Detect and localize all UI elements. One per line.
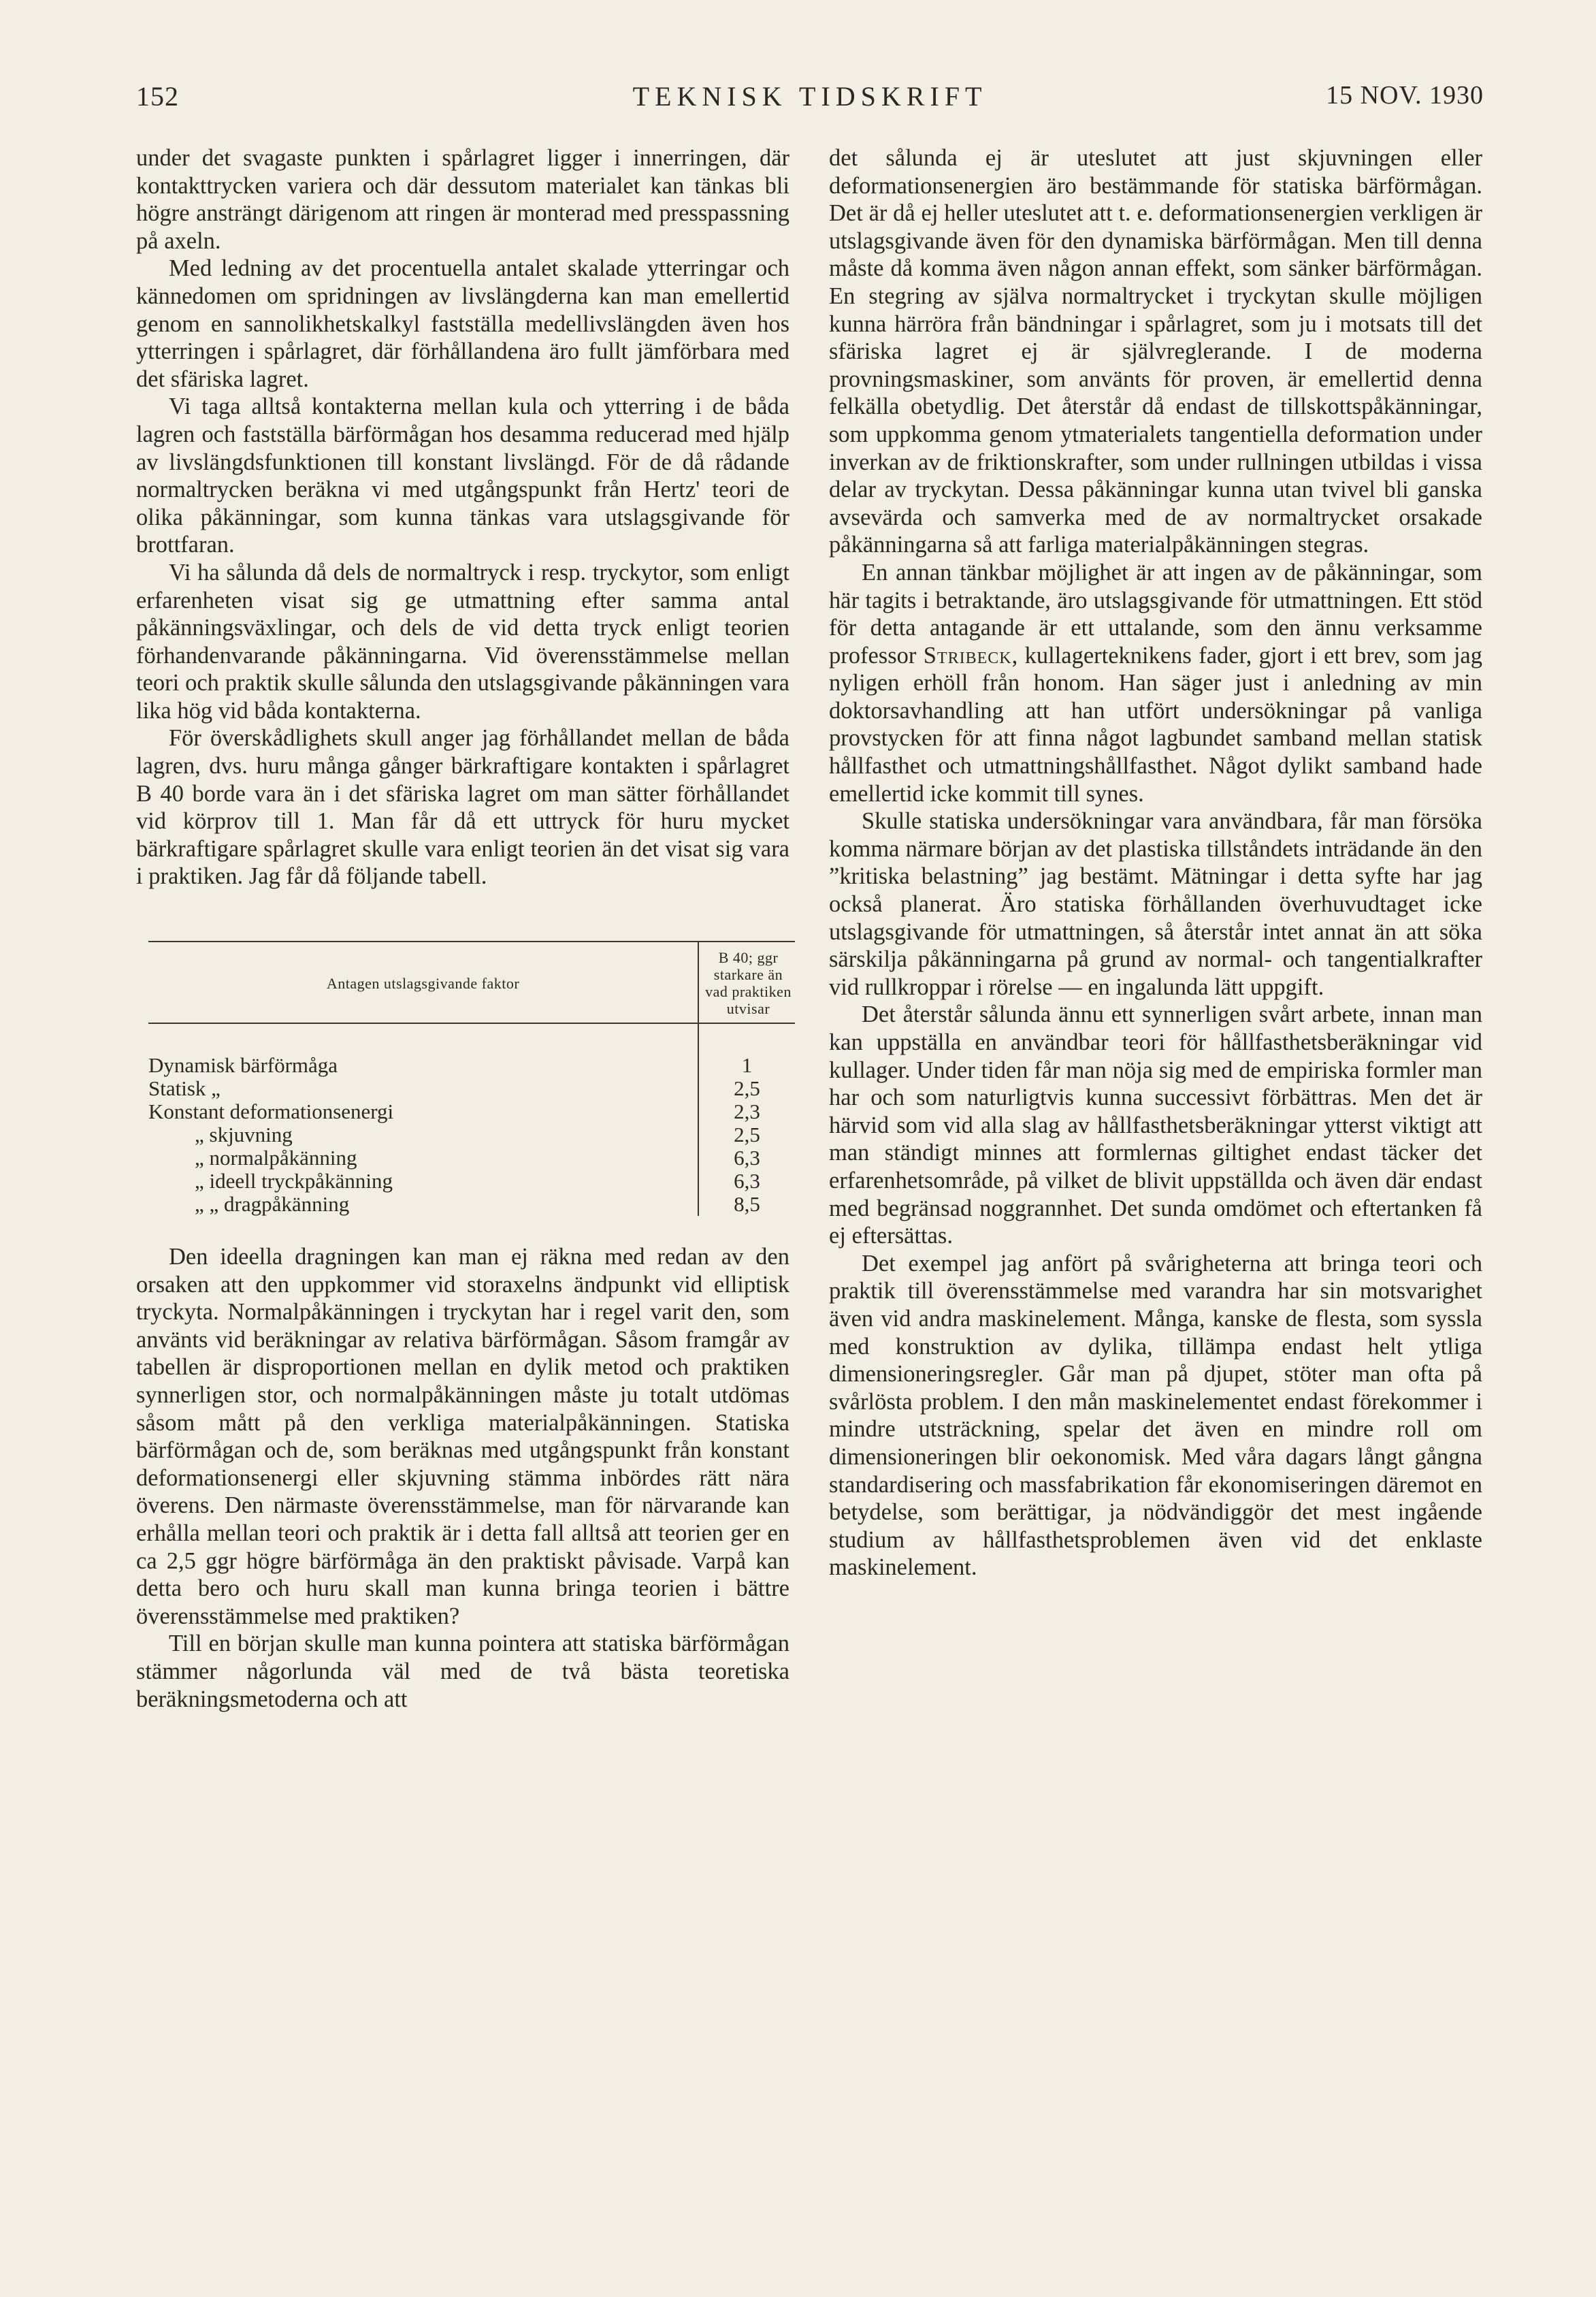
table-row: [148, 1100, 795, 1123]
paragraph: För överskådlighets skull anger jag förhållandet mellan de båda lagren, dvs. huru många gånger bärkraftigare kontakten i spårlagret B 40 borde vara än i det sfäriska lagret om man sätter förhållandet vid körprov till 1. Man får då ett uttryck för huru mycket bärkraftigare spårlagret skulle vara enligt teorien än det visat sig vara i praktiken. Jag får då följande tabell.: [136, 725, 789, 890]
table-cell-value: 1: [698, 1054, 795, 1077]
table-row: [148, 1054, 795, 1077]
table-cell-value: 2,5: [698, 1077, 795, 1100]
paragraph: Den ideella dragningen kan man ej räkna med redan av den orsaken att den uppkommer vid storaxelns ändpunkt vid elliptisk tryckyta. Normalpåkänningen i tryckytan har i regel varit den, som använts vid beräkningar av relativa bärförmågan. Såsom framgår av tabellen är disproportionen mellan en dylik metod och praktiken synnerligen stor, och normalpåkänningen måste ju totalt utdömas såsom mått på den verkliga materialpåkänningen. Statiska bärförmågan och de, som beräknas med utgångspunkt från konstant deformationsenergi eller skjuvning stämma inbördes rätt nära överens. Den närmaste överensstämmelse, man för närvarande kan erhålla mellan teori och praktik är i detta fall alltså att teorien ger en ca 2,5 ggr högre bärförmåga än den praktiskt påvisade. Varpå kan detta bero och huru skall man kunna bringa teorien i bättre överensstämmelse med praktiken?: [136, 1244, 789, 1629]
table-cell-label: Statisk „: [148, 1077, 221, 1101]
table-cell-label: Dynamisk bärförmåga: [148, 1054, 338, 1078]
table-cell-label: „ normalpåkänning: [195, 1146, 357, 1170]
table-cell-value: 6,3: [698, 1170, 795, 1193]
paragraph: Vi taga alltså kontakterna mellan kula och ytterring i de båda lagren och fastställa bärförmågan hos desamma reducerad med hjälp av livslängdsfunktionen till konstant livslängd. För de då rådande normaltrycken beräkna vi med utgångspunkt från Hertz' teori de olika påkänningar, som kunna tänkas vara utslagsgivande för brottfaran.: [136, 393, 789, 558]
table-row: [148, 1193, 795, 1216]
person-name: Stribeck: [923, 642, 1012, 669]
page-number: 152: [136, 81, 179, 112]
right-column: [829, 144, 1482, 1581]
table-cell-value: 6,3: [698, 1146, 795, 1170]
table-row: [148, 1146, 795, 1170]
page-header: [136, 80, 1484, 121]
left-column: [136, 144, 792, 1713]
table-cell-label: Konstant deformationsenergi: [148, 1100, 394, 1124]
paragraph: Det exempel jag anfört på svårigheterna att bringa teori och praktik till överensstämmelse med varandra har sin motsvarighet även vid andra maskinelement. Många, kanske de flesta, som syssla med konstruktion av dylika, tillämpa endast helt ytliga dimensioneringsregler. Går man på djupet, stöter man ofta på svårlösta problem. I den mån maskinelementet endast förekommer i mindre utsträckning, spelar det även en mindre roll om dimensioneringen blir oekonomisk. Med våra dagars långt gångna standardisering och massfabrikation får ekonomiseringen däremot en betydelse, som berättigar, ja nödvändiggör det mest ingående studium av hållfasthetsproblemen även vid det enklaste maskinelement.: [829, 1250, 1482, 1581]
table-header-factor: Antagen utslagsgivande faktor: [148, 942, 698, 1023]
paragraph: Det återstår sålunda ännu ett synnerligen svårt arbete, innan man kan uppställa en användbar teori för hållfasthetsberäkningar vid kullager. Under tiden får man nöja sig med de empiriska formler man har och som naturligtvis kunna successivt förbättras. Men det är härvid som vid alla slag av hållfasthetsberäkningar ytterst viktigt att man ständigt minnes att formlernas giltighet endast täcker det erfarenhetsområde, på vilket de blivit uppställda och även där endast med begränsad noggrannhet. Det sunda omdömet och eftertanken få ej eftersättas.: [829, 1001, 1482, 1249]
table-cell-label: „ skjuvning: [195, 1123, 293, 1147]
table-cell-label: „ „ dragpåkänning: [195, 1193, 350, 1217]
table-cell-value: 2,3: [698, 1100, 795, 1123]
paragraph-text: En annan tänkbar möjlighet är att ingen av de påkänningar, som här tagits i betraktande, äro utslagsgivande för utmattningen. Ett stöd för detta antagande är ett uttalande, som den ännu verksamme professor: [829, 559, 1482, 669]
paragraph: Vi ha sålunda då dels de normaltryck i resp. tryckytor, som enligt erfarenheten visat sig ge utmattning efter samma antal påkänningsväxlingar, och dels de vid detta tryck enligt teorien förhandenvarande påkänningarna. Vid överensstämmelse mellan teori och praktik skulle sålunda den utslagsgivande påkänningen vara lika hög vid båda kontakterna.: [136, 559, 789, 724]
table-row: [148, 1077, 795, 1100]
factor-table: [148, 941, 795, 1216]
paragraph-text: , kullagerteknikens fader, gjort i ett brev, som jag nyligen erhöll från honom. Han säger just i anledning av min doktorsavhandling att han utfört undersökningar på vanliga provstycken för att finna något lagbundet samband mellan statisk hållfasthet och utmattningshållfasthet. Något dylikt samband hade emellertid icke kommit till synes.: [829, 642, 1482, 807]
table-cell-value: 2,5: [698, 1123, 795, 1146]
table-header-row: [148, 942, 795, 1023]
table-header-value: B 40; ggr starkare än vad praktiken utvisar: [698, 942, 795, 1023]
paragraph: under det svagaste punkten i spårlagret ligger i innerringen, där kontakttrycken variera och där dessutom materialet kan tänkas bli högre ansträngt därigenom att ringen är monterad med presspassning på axeln.: [136, 145, 789, 254]
paragraph: det sålunda ej är uteslutet att just skjuvningen eller deformationsenergien äro bestämmande för statiska bärförmågan. Det är då ej heller uteslutet att t. e. deformationsenergien verkligen är utslagsgivande även för den dynamiska bärförmågan. Men till denna måste då komma även någon annan effekt, som sänker bärförmågan. En stegring av själva normaltrycket i tryckytan skulle möjligen kunna härröra från bändningar i spårlagret, som ju i motsats till det sfäriska lagret ej är självreglerande. I de moderna provningsmaskiner, som använts för proven, är emellertid denna felkälla obetydlig. Det återstår då endast de tillskottspåkänningar, som uppkomma genom ytmaterialets tangentiella deformation under inverkan av de friktionskrafter, som under rullningen utbildas i vissa delar av tryckytan. Dessa påkänningar kunna utan tvivel bli ganska avsevärda och samverka med de av normaltrycket orsakade påkänningarna så att farliga materialpåkänningen stegras.: [829, 145, 1482, 558]
journal-title: TEKNISK TIDSKRIFT: [632, 81, 988, 112]
table-cell-value: 8,5: [698, 1193, 795, 1216]
table-row: [148, 1170, 795, 1193]
paragraph: Med ledning av det procentuella antalet skalade ytterringar och kännedomen om spridningen av livslängderna kan man emellertid genom en sannolikhetskalkyl fastställa medellivslängden även hos ytterringen i spårlagret, där förhållandena äro fullt jämförbara med det sfäriska lagret.: [136, 255, 789, 392]
paragraph: Till en början skulle man kunna pointera att statiska bärförmågan stämmer någorlunda väl med de två bästa teoretiska beräkningsmetoderna och att: [136, 1631, 789, 1712]
issue-date: 15 NOV. 1930: [1326, 81, 1484, 110]
table-cell-label: „ ideell tryckpåkänning: [195, 1170, 393, 1193]
paragraph: [829, 559, 1482, 807]
factor-table-grid: [148, 941, 795, 1216]
paragraph: Skulle statiska undersökningar vara användbara, får man försöka komma närmare början av det plastiska tillståndets inträdande än den ”kritiska belastning” jag bestämt. Mätningar i detta syfte har jag också planerat. Äro statiska förhållanden överhuvudtaget icke utslagsgivande för utmattningen, så återstår intet annat än att söka särskilja påkänningarna på grund av normal- och tangentialkrafter vid rullkroppar i rörelse — en ingalunda lätt uppgift.: [829, 808, 1482, 1000]
table-row: [148, 1123, 795, 1146]
